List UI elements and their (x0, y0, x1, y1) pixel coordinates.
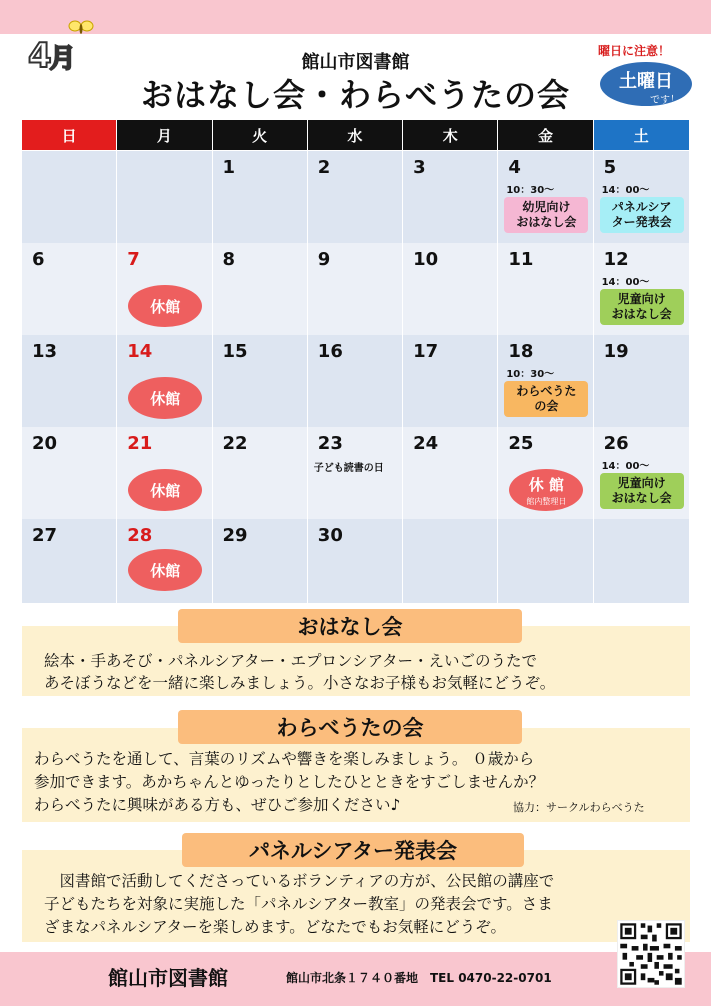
calendar-week (22, 518, 689, 602)
day-number: 25 (508, 433, 534, 454)
day-number: 2 (317, 157, 331, 178)
calendar-cell (117, 427, 212, 519)
day-number: 10 (413, 249, 439, 270)
section-warabeuta-title: わらべうたの会 (178, 710, 522, 744)
day-number: 13 (32, 341, 58, 362)
calendar-week (22, 242, 689, 334)
event-children-storytime: 児童向け おはなし会 (600, 473, 684, 509)
calendar-cell (22, 427, 117, 519)
day-number: 4 (508, 157, 521, 178)
calendar-cell (308, 427, 403, 519)
day-number: 7 (127, 249, 140, 270)
day-number: 22 (222, 433, 248, 454)
calendar-cell (308, 243, 403, 335)
day-number: 23 (317, 433, 343, 454)
day-number: 8 (222, 249, 236, 270)
calendar-cell (594, 427, 689, 519)
calendar-cell (594, 335, 689, 427)
calendar-cell (213, 519, 308, 603)
saturday-suffix: です！ (650, 95, 680, 106)
weekday-sun: 日 (22, 120, 117, 150)
calendar-cell (403, 243, 498, 335)
closed-badge: 休館 (128, 285, 202, 327)
calendar-cell (213, 335, 308, 427)
event-time: 14：00～ (601, 185, 650, 196)
weekday-notice: 曜日に注意！ (598, 44, 671, 58)
section-panel-theater-title: パネルシアター発表会 (182, 833, 524, 867)
calendar-cell (403, 151, 498, 243)
event-time: 14：00～ (601, 461, 650, 472)
footer-address: 館山市北条１７４０番地 TEL 0470-22-0701 (286, 971, 552, 985)
day-number: 20 (32, 433, 58, 454)
section-warabeuta-line: 参加できます。あかちゃんとゆったりとしたひとときをすごしませんか？ (34, 773, 545, 791)
calendar-cell (594, 243, 689, 335)
calendar-cell (308, 519, 403, 603)
saturday-bubble (600, 62, 692, 106)
calendar-cell (498, 151, 593, 243)
calendar-cell (403, 427, 498, 519)
day-number: 15 (222, 341, 248, 362)
day-number: 29 (222, 525, 248, 546)
day-number: 19 (603, 341, 629, 362)
calendar-cell (22, 243, 117, 335)
calendar-cell (308, 151, 403, 243)
closed-badge: 休館 (128, 549, 202, 591)
calendar-cell (308, 335, 403, 427)
weekday-mon: 月 (117, 120, 212, 150)
section-warabeuta-line: わらべうたを通して、言葉のリズムや響きを楽しみましょう。 ０歳から (34, 750, 535, 768)
calendar-cell-empty (403, 519, 498, 603)
day-number: 27 (32, 525, 58, 546)
top-band (0, 0, 711, 34)
section-storytime-title: おはなし会 (178, 609, 522, 643)
childrens-reading-day-note: 子ども読書の日 (313, 463, 384, 474)
day-number: 16 (317, 341, 343, 362)
event-children-storytime: 児童向け おはなし会 (600, 289, 684, 325)
footer-library-name: 館山市図書館 (108, 966, 228, 990)
day-number: 9 (317, 249, 331, 270)
day-number: 12 (603, 249, 629, 270)
closed-badge: 休館 (128, 377, 202, 419)
calendar-cell-empty (498, 519, 593, 603)
calendar-cell (213, 151, 308, 243)
weekday-wed: 水 (308, 120, 403, 150)
calendar-cell (403, 335, 498, 427)
day-number: 3 (413, 157, 426, 178)
day-number: 14 (127, 341, 153, 362)
closed-reason: 館内整理日 (526, 496, 567, 506)
section-storytime-line: 絵本・手あそび・パネルシアター・エプロンシアター・えいごのうたで (44, 652, 538, 670)
weekday-sat: 土 (594, 120, 689, 150)
weekday-tue: 火 (213, 120, 308, 150)
day-number: 5 (603, 157, 617, 178)
day-number: 24 (413, 433, 439, 454)
calendar-cell (22, 335, 117, 427)
day-number: 1 (222, 157, 236, 178)
calendar-cell-empty (594, 519, 689, 603)
calendar (22, 120, 689, 602)
calendar-cell (213, 243, 308, 335)
day-number: 11 (508, 249, 534, 270)
calendar-week (22, 150, 689, 242)
qr-code-icon[interactable] (617, 920, 685, 988)
weekday-thu: 木 (403, 120, 498, 150)
calendar-cell (498, 427, 593, 519)
closed-badge: 休 館 館内整理日 (509, 469, 583, 511)
calendar-cell (117, 519, 212, 603)
butterfly-icon (68, 18, 94, 38)
day-number: 6 (32, 249, 45, 270)
calendar-header (22, 120, 689, 150)
calendar-cell (594, 151, 689, 243)
library-name: 館山市図書館 (301, 52, 410, 73)
calendar-cell (117, 335, 212, 427)
section-warabeuta-line: わらべうたに興味がある方も、ぜひご参加ください♪ (34, 796, 401, 814)
section-panel-theater-line: 図書館で活動してくださっているボランティアの方が、公民館の講座で (44, 872, 555, 890)
calendar-cell-empty (117, 151, 212, 243)
calendar-cell (498, 335, 593, 427)
closed-badge: 休館 (128, 469, 202, 511)
event-panel-theater: パネルシア ター発表会 (600, 197, 684, 233)
day-number: 28 (127, 525, 153, 546)
day-number: 18 (508, 341, 534, 362)
weekday-fri: 金 (498, 120, 593, 150)
day-number: 30 (317, 525, 343, 546)
cooperation-credit: 協力：サークルわらべうた (513, 801, 645, 814)
day-number: 21 (127, 433, 153, 454)
day-number: 26 (603, 433, 629, 454)
calendar-cell-empty (22, 151, 117, 243)
month-badge: 4月 (28, 36, 74, 76)
event-warabeuta: わらべうた の会 (504, 381, 588, 417)
section-storytime-line: あそぼうなどを一緒に楽しみましょう。小さなお子様もお気軽にどうぞ。 (44, 674, 556, 692)
event-time: 14：00～ (601, 277, 650, 288)
page-title: おはなし会・わらべうたの会 (140, 76, 570, 114)
day-number: 17 (413, 341, 439, 362)
event-time: 10：30～ (506, 369, 555, 380)
calendar-cell (22, 519, 117, 603)
calendar-cell (213, 427, 308, 519)
calendar-week (22, 426, 689, 518)
calendar-week (22, 334, 689, 426)
top-band-line (0, 34, 711, 37)
calendar-cell (498, 243, 593, 335)
section-panel-theater-line: 子どもたちを対象に実施した「パネルシアター教室」の発表会です。さま (44, 895, 553, 913)
section-panel-theater-line: ざまなパネルシアターを楽しめます。どなたでもお気軽にどうぞ。 (44, 918, 506, 936)
calendar-cell (117, 243, 212, 335)
event-time: 10：30～ (506, 185, 555, 196)
event-toddler-storytime: 幼児向け おはなし会 (504, 197, 588, 233)
saturday-label: 土曜日 (619, 71, 673, 92)
